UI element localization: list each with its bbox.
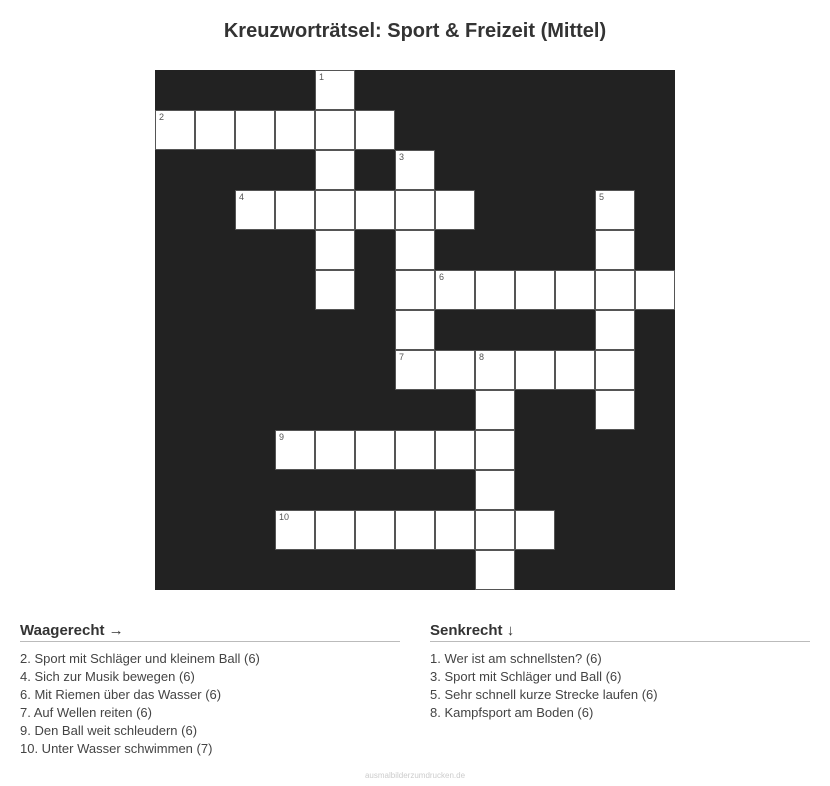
grid-cell[interactable] bbox=[635, 270, 675, 310]
grid-cell[interactable] bbox=[355, 430, 395, 470]
grid-cell[interactable] bbox=[475, 350, 515, 390]
grid-cell[interactable] bbox=[555, 350, 595, 390]
grid-cell[interactable] bbox=[275, 110, 315, 150]
clue-item: 10. Unter Wasser schwimmen (7) bbox=[20, 741, 213, 756]
grid-cell[interactable] bbox=[475, 270, 515, 310]
clue-number: 4 bbox=[239, 192, 245, 202]
grid-cell[interactable] bbox=[435, 350, 475, 390]
across-heading: Waagerecht → bbox=[20, 622, 400, 642]
grid-cell[interactable] bbox=[435, 510, 475, 550]
page-title: Kreuzworträtsel: Sport & Freizeit (Mittel) bbox=[223, 20, 607, 42]
grid-cell[interactable] bbox=[475, 550, 515, 590]
grid-cell[interactable] bbox=[395, 510, 435, 550]
grid-cell[interactable] bbox=[395, 270, 435, 310]
grid-cell[interactable] bbox=[155, 110, 195, 150]
grid-cell[interactable] bbox=[315, 510, 355, 550]
grid-cell[interactable] bbox=[315, 430, 355, 470]
grid-cell[interactable] bbox=[595, 310, 635, 350]
grid-cell[interactable] bbox=[275, 430, 315, 470]
grid-cell[interactable] bbox=[475, 390, 515, 430]
clue-item: 2. Sport mit Schläger und kleinem Ball (6) bbox=[20, 651, 260, 666]
grid-cell[interactable] bbox=[395, 230, 435, 270]
grid-cell[interactable] bbox=[195, 110, 235, 150]
clue-number: 3 bbox=[399, 152, 405, 162]
down-heading: Senkrecht ↓ bbox=[430, 622, 810, 642]
across-clues-section bbox=[20, 622, 400, 758]
grid-cell[interactable] bbox=[435, 270, 475, 310]
grid-cell[interactable] bbox=[515, 510, 555, 550]
grid-cell[interactable] bbox=[355, 510, 395, 550]
grid-cell[interactable] bbox=[475, 510, 515, 550]
clue-number: 8 bbox=[479, 352, 485, 362]
grid-cell[interactable] bbox=[435, 430, 475, 470]
grid-cell[interactable] bbox=[315, 70, 355, 110]
grid-cell[interactable] bbox=[355, 190, 395, 230]
clue-item: 4. Sich zur Musik bewegen (6) bbox=[20, 669, 195, 684]
clue-number: 9 bbox=[279, 432, 285, 442]
grid-cell[interactable] bbox=[355, 110, 395, 150]
grid-cell[interactable] bbox=[395, 430, 435, 470]
grid-cell[interactable] bbox=[395, 150, 435, 190]
clue-number: 10 bbox=[279, 512, 290, 522]
grid-cell[interactable] bbox=[435, 190, 475, 230]
grid-cell[interactable] bbox=[595, 190, 635, 230]
grid-cell[interactable] bbox=[235, 110, 275, 150]
grid-cell[interactable] bbox=[475, 430, 515, 470]
grid-cell[interactable] bbox=[315, 190, 355, 230]
down-clues-section bbox=[430, 622, 810, 722]
grid-cell[interactable] bbox=[315, 150, 355, 190]
crossword-grid bbox=[155, 70, 675, 590]
grid-cell[interactable] bbox=[395, 350, 435, 390]
clue-item: 8. Kampfsport am Boden (6) bbox=[430, 705, 594, 720]
grid-cell[interactable] bbox=[555, 270, 595, 310]
clue-number: 6 bbox=[439, 272, 445, 282]
down-clue-list bbox=[430, 650, 810, 722]
grid-cell[interactable] bbox=[595, 270, 635, 310]
grid-cell[interactable] bbox=[475, 470, 515, 510]
grid-cell[interactable] bbox=[315, 110, 355, 150]
footer-source: ausmalbilderzumdrucken.de bbox=[364, 771, 466, 780]
clue-number: 5 bbox=[599, 192, 605, 202]
clue-item: 5. Sehr schnell kurze Strecke laufen (6) bbox=[430, 687, 658, 702]
clue-item: 9. Den Ball weit schleudern (6) bbox=[20, 723, 198, 738]
clue-item: 6. Mit Riemen über das Wasser (6) bbox=[20, 687, 222, 702]
clue-number: 1 bbox=[319, 72, 325, 82]
grid-cell[interactable] bbox=[595, 230, 635, 270]
across-clue-list bbox=[20, 650, 400, 758]
clue-number: 7 bbox=[399, 352, 405, 362]
clue-item: 7. Auf Wellen reiten (6) bbox=[20, 705, 152, 720]
clue-number: 2 bbox=[159, 112, 165, 122]
grid-cell[interactable] bbox=[515, 350, 555, 390]
grid-cell[interactable] bbox=[395, 190, 435, 230]
grid-cell[interactable] bbox=[595, 390, 635, 430]
grid-cell[interactable] bbox=[275, 190, 315, 230]
grid-cell[interactable] bbox=[395, 310, 435, 350]
grid-cell[interactable] bbox=[595, 350, 635, 390]
clue-item: 1. Wer ist am schnellsten? (6) bbox=[430, 651, 602, 666]
grid-cell[interactable] bbox=[315, 230, 355, 270]
grid-cell[interactable] bbox=[235, 190, 275, 230]
grid-cell[interactable] bbox=[275, 510, 315, 550]
grid-cell[interactable] bbox=[315, 270, 355, 310]
grid-cell[interactable] bbox=[515, 270, 555, 310]
clue-item: 3. Sport mit Schläger und Ball (6) bbox=[430, 669, 622, 684]
